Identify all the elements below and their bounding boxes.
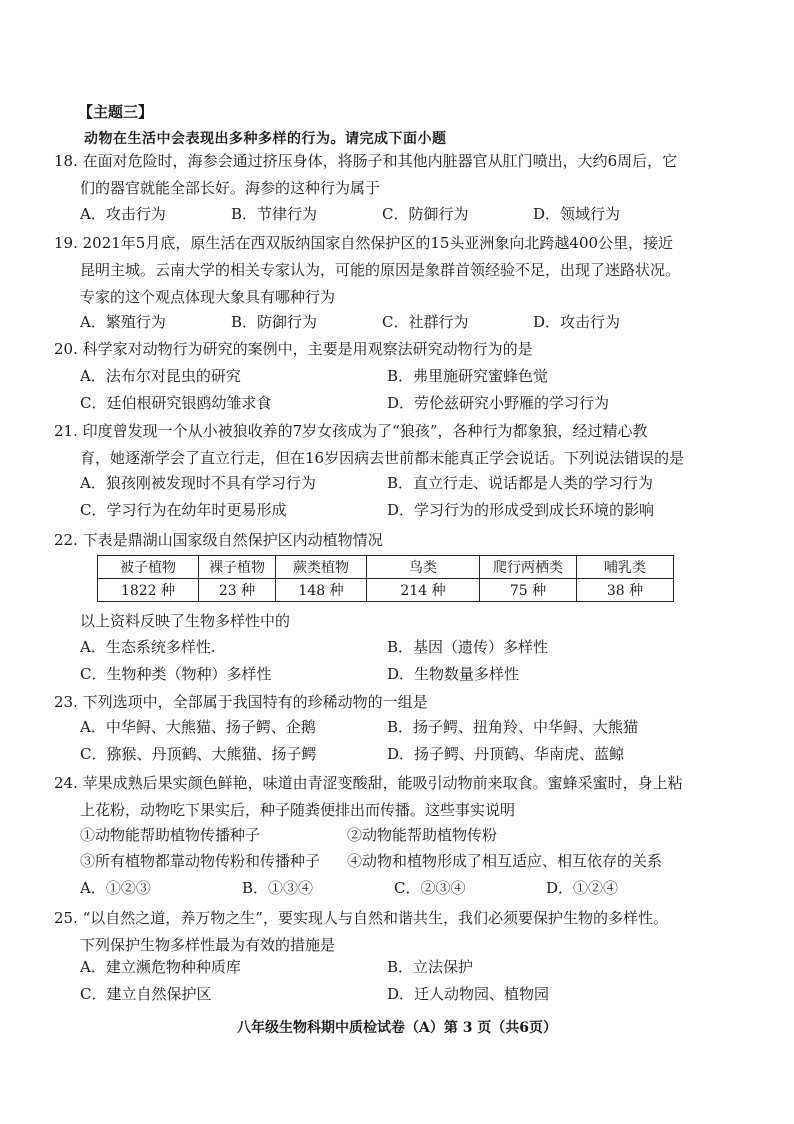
question-24-stem-1: 24. 苹果成熟后果实颜色鲜艳，味道由青涩变酸甜，能吸引动物前来取食。蜜蜂采蜜时，身上粘 xyxy=(54,774,683,792)
table-header-cell: 哺乳类 xyxy=(577,556,674,579)
statement-4: ④动物和植物形成了相互适应、相互依存的关系 xyxy=(347,852,663,870)
option-b[interactable]: B．直立行走、说话都是人类的学习行为 xyxy=(387,474,654,492)
question-21-options-row2 xyxy=(80,499,654,520)
table-cell: 75 种 xyxy=(480,579,577,602)
option-d[interactable]: D．劳伦兹研究小野雁的学习行为 xyxy=(387,394,610,412)
question-24-options xyxy=(80,877,697,898)
topic-heading: 【主题三】 xyxy=(78,103,154,121)
option-a[interactable]: A．繁殖行为 xyxy=(80,313,166,331)
table-header-cell: 蕨类植物 xyxy=(276,556,367,579)
table-cell: 1822 种 xyxy=(98,579,199,602)
option-c[interactable]: C．社群行为 xyxy=(382,313,469,331)
option-a[interactable]: A．狼孩刚被发现时不具有学习行为 xyxy=(80,474,316,492)
question-25-options-row1 xyxy=(80,956,473,977)
table-cell: 38 种 xyxy=(577,579,674,602)
option-b[interactable]: B．立法保护 xyxy=(387,958,474,976)
question-18-stem-2: 们的器官就能全部长好。海参的这种行为属于 xyxy=(80,179,381,197)
option-d[interactable]: D．学习行为的形成受到成长环境的影响 xyxy=(387,501,655,519)
question-23 xyxy=(54,689,734,716)
question-22-options-row1 xyxy=(80,636,548,657)
table-cell: 23 种 xyxy=(199,579,276,602)
option-a[interactable]: A．①②③ xyxy=(80,879,151,897)
question-22-stem-1: 22. 下表是鼎湖山国家级自然保护区内动植物情况 xyxy=(54,531,383,549)
question-21-options-row1 xyxy=(80,472,653,493)
option-c[interactable]: C．廷伯根研究银鸥幼雏求食 xyxy=(80,394,272,412)
statement-3: ③所有植物都靠动物传粉和传播种子 xyxy=(80,852,321,870)
question-25-stem-1: 25. “以自然之道，养万物之生”，要实现人与自然和谐共生，我们必须要保护生物的多样性。 xyxy=(54,909,668,927)
option-b[interactable]: B．防御行为 xyxy=(231,313,318,331)
option-a[interactable]: A．中华鲟、大熊猫、扬子鳄、企鹅 xyxy=(80,718,316,736)
question-24-stem-2: 上花粉，动物吃下果实后，种子随粪便排出而传播。这些事实说明 xyxy=(80,801,516,819)
option-a[interactable]: A．建立濒危物种种质库 xyxy=(80,958,241,976)
question-24-statements-row2 xyxy=(80,850,662,871)
option-b[interactable]: B．①③④ xyxy=(242,879,314,897)
option-b[interactable]: B．节律行为 xyxy=(231,205,318,223)
question-23-options-row2 xyxy=(80,743,624,764)
option-d[interactable]: D．攻击行为 xyxy=(533,313,621,331)
option-c[interactable]: C．生物种类（物种）多样性 xyxy=(80,665,272,683)
question-21-stem-1: 21. 印度曾发现一个从小被狼收养的7岁女孩成为了“狼孩”，各种行为都象狼，经过精心教 xyxy=(54,422,648,440)
table-cell: 214 种 xyxy=(367,579,480,602)
statement-2: ②动物能帮助植物传粉 xyxy=(347,826,498,844)
table-header-cell: 鸟类 xyxy=(367,556,480,579)
table-header-cell: 裸子植物 xyxy=(199,556,276,579)
option-a[interactable]: A．法布尔对昆虫的研究 xyxy=(80,367,241,385)
table-row xyxy=(98,579,674,602)
option-c[interactable]: C．学习行为在幼年时更易形成 xyxy=(80,501,287,519)
option-b[interactable]: B．扬子鳄、扭角羚、中华鲟、大熊猫 xyxy=(387,718,639,736)
question-24-statements-row1 xyxy=(80,824,497,845)
table-cell: 148 种 xyxy=(276,579,367,602)
question-18-stem-1: 18. 在面对危险时，海参会通过挤压身体，将肠子和其他内脏器官从肛门喷出，大约6周后，它 xyxy=(54,152,678,170)
page-footer: 八年级生物科期中质检试卷（A）第 3 页（共6页） xyxy=(236,1020,558,1036)
table-header-cell: 爬行两栖类 xyxy=(480,556,577,579)
option-c[interactable]: C．防御行为 xyxy=(382,205,469,223)
question-22-options-row2 xyxy=(80,663,519,684)
question-25-stem-2: 下列保护生物多样性最为有效的措施是 xyxy=(80,936,336,954)
question-18-options xyxy=(80,203,684,224)
option-c[interactable]: C．猕猴、丹顶鹤、大熊猫、扬子鳄 xyxy=(80,745,317,763)
question-19-stem-1: 19. 2021年5月底，原生活在西双版纳国家自然保护区的15头亚洲象向北跨越400公里，接近 xyxy=(54,234,674,252)
option-a[interactable]: A．生态系统多样性. xyxy=(80,638,216,656)
topic-intro: 动物在生活中会表现出多种多样的行为。请完成下面小题 xyxy=(84,131,447,147)
question-20-stem-1: 20. 科学家对动物行为研究的案例中，主要是用观察法研究动物行为的是 xyxy=(54,340,533,358)
question-19 xyxy=(54,230,734,311)
question-20-options-row1 xyxy=(80,365,548,386)
question-23-stem-1: 23. 下列选项中，全部属于我国特有的珍稀动物的一组是 xyxy=(54,693,428,711)
question-23-options-row1 xyxy=(80,716,638,737)
option-d[interactable]: D．生物数量多样性 xyxy=(387,665,520,683)
option-c[interactable]: C．②③④ xyxy=(394,879,466,897)
question-21 xyxy=(54,418,734,472)
option-d[interactable]: D．迁人动物园、植物园 xyxy=(387,985,550,1003)
species-table xyxy=(97,555,674,602)
table-header-row xyxy=(98,556,674,579)
option-b[interactable]: B．基因（遗传）多样性 xyxy=(387,638,549,656)
statement-1: ①动物能帮助植物传播种子 xyxy=(80,826,261,844)
option-d[interactable]: D．扬子鳄、丹顶鹤、华南虎、蓝鲸 xyxy=(387,745,625,763)
question-19-stem-3: 专家的这个观点体现大象具有哪种行为 xyxy=(80,288,336,306)
question-19-stem-2: 昆明主城。云南大学的相关专家认为，可能的原因是象群首领经验不足，出现了迷路状况。 xyxy=(80,261,681,279)
option-d[interactable]: D．领域行为 xyxy=(533,205,621,223)
question-25-options-row2 xyxy=(80,983,549,1004)
question-22 xyxy=(54,527,734,554)
option-d[interactable]: D．①②④ xyxy=(546,879,619,897)
question-18 xyxy=(54,148,734,202)
question-20 xyxy=(54,336,734,363)
question-22-prompt xyxy=(80,608,760,635)
question-25 xyxy=(54,905,734,959)
question-21-stem-2: 育，她逐渐学会了直立行走，但在16岁因病去世前都未能真正学会说话。下列说法错误的是 xyxy=(80,449,685,467)
question-19-options xyxy=(80,311,684,332)
question-20-options-row2 xyxy=(80,392,609,413)
question-24 xyxy=(54,770,734,824)
table-header-cell: 被子植物 xyxy=(98,556,199,579)
question-22-stem-2: 以上资料反映了生物多样性中的 xyxy=(80,612,291,630)
option-a[interactable]: A．攻击行为 xyxy=(80,205,166,223)
option-b[interactable]: B．弗里施研究蜜蜂色觉 xyxy=(387,367,549,385)
option-c[interactable]: C．建立自然保护区 xyxy=(80,985,212,1003)
